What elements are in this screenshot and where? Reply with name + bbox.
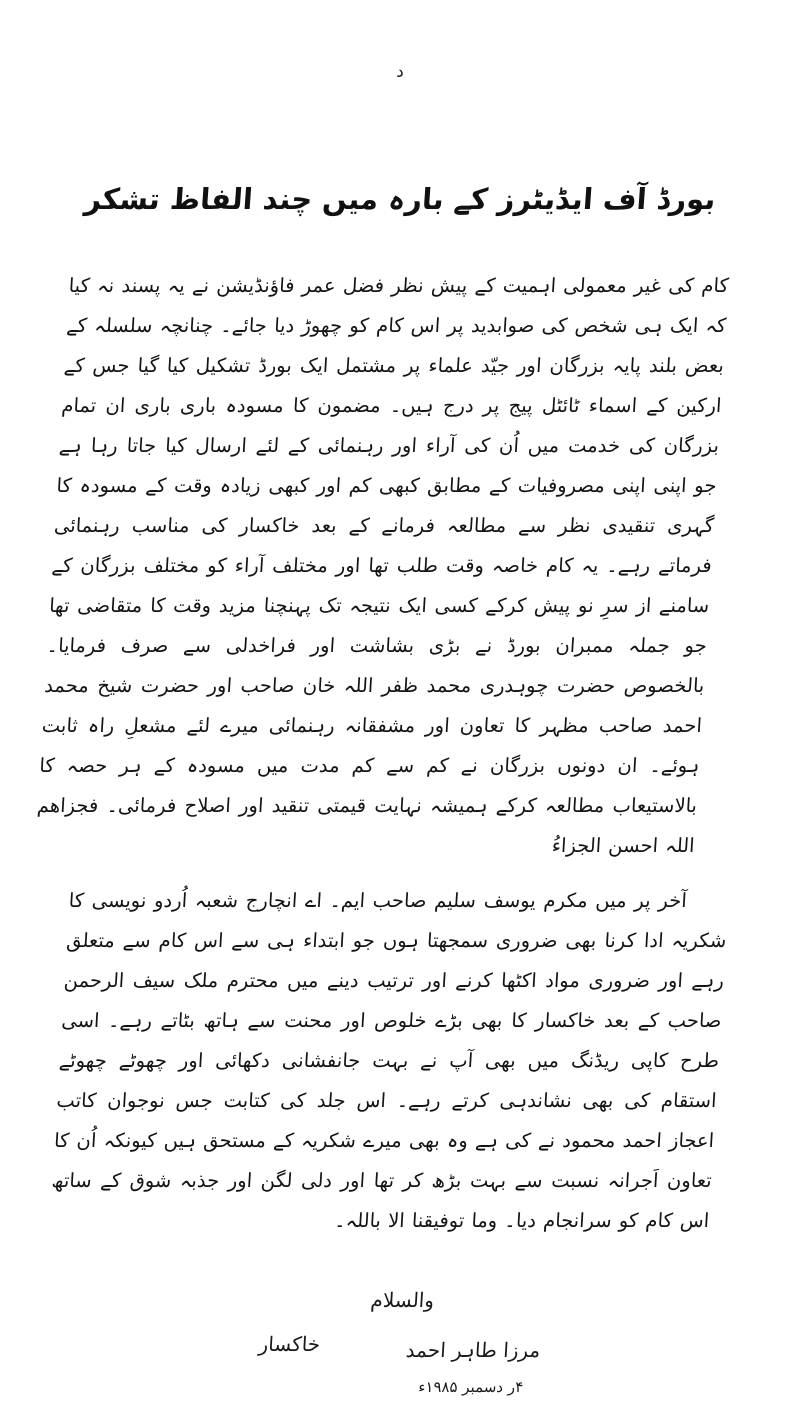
page-title: بورڈ آف ایڈیٹرز کے بارہ میں چند الفاظ تشکر — [83, 182, 717, 216]
page-marker: د — [396, 62, 404, 82]
signer-label-block — [255, 1325, 321, 1396]
signer-label: خاکسار — [257, 1331, 321, 1356]
closing-block — [66, 1281, 733, 1396]
signature-name-block — [403, 1331, 542, 1401]
paragraph-1: کام کی غیر معمولی اہمیت کے پیش نظر فضل عمر فاؤنڈیشن نے یہ پسند نہ کیا کہ ایک ہی شخص کی صوابدید پر اس کام کو چھوڑ دیا جائے۔ چنانچہ سلسلہ کے بعض بلند پایہ بزرگان اور جیّد علماء پر مشتمل ایک بورڈ تشکیل کیا گیا جس کے ارکین کے اسماء ٹائٹل پیج پر درج ہیں۔ مضمون کا مسودہ باری باری ان تمام بزرگان کی خدمت میں اُن کی آراء اور رہنمائی کے لئے ارسال کیا جاتا رہا ہے جو اپنی اپنی مصروفیات کے مطابق کبھی کم اور کبھی زیادہ وقت کے مسودہ کا گہری تنقیدی نظر سے مطالعہ فرمانے کے بعد خاکسار کی مناسب رہنمائی فرماتے رہے۔ یہ کام خاصہ وقت طلب تھا اور مختلف آراء کو مختلف بزرگان کے سامنے از سرِ نو پیش کرکے کسی ایک نتیجہ تک پہنچنا مزید وقت کا متقاضی تھا جو جملہ ممبران بورڈ نے بڑی بشاشت اور فراخدلی سے صرف فرمایا۔ بالخصوص حضرت چوہدری محمد ظفر اللہ خان صاحب اور حضرت شیخ محمد احمد صاحب مظہر کا تعاون اور مشفقانہ رہنمائی میرے لئے مشعلِ راہ ثابت ہوئے۔ ان دونوں بزرگان نے کم سے کم مدت میں مسودہ کے ہر حصہ کا بالاستیعاب مطالعہ کرکے ہمیشہ نہایت قیمتی تنقید اور اصلاح فرمائی۔ فجزاھم اللہ احسن الجزاءُ — [36, 273, 730, 857]
paragraph-2: آخر پر میں مکرم یوسف سلیم صاحب ایم۔ اے انچارج شعبہ اُردو نویسی کا شکریہ ادا کرنا بھی ضروری سمجھتا ہوں جو ابتداء ہی سے اس کام سے متعلق رہے اور ضروری مواد اکٹھا کرنے اور ترتیب دینے میں محترم ملک سیف الرحمن صاحب کے بعد خاکسار کا بھی بڑے خلوص اور محنت سے ہاتھ بٹاتے رہے۔ اسی طرح کاپی ریڈنگ میں بھی آپ نے بہت جانفشانی دکھائی اور چھوٹے چھوٹے استقام کی بھی نشاندہی کرتے رہے۔ اس جلد کی کتابت جس نوجوان کاتب اعجاز احمد محمود نے کی ہے وہ بھی میرے شکریہ کے مستحق ہیں کیونکہ اُن کا تعاون اَجرانہ نسبت سے بہت بڑھ کر تھا اور دلی لگن اور جذبہ شوق کے ساتھ اس کام کو سرانجام دیا۔ وما توفیقنا الا باللہ۔ — [50, 889, 728, 1232]
signature-date: ۴ر دسمبر ۱۹۸۵ء — [417, 1377, 524, 1396]
document-body — [36, 266, 730, 1241]
salutation: والسلام — [369, 1287, 435, 1312]
signer-name: مرزا طاہر احمد — [405, 1337, 542, 1362]
signature-row — [66, 1325, 730, 1396]
